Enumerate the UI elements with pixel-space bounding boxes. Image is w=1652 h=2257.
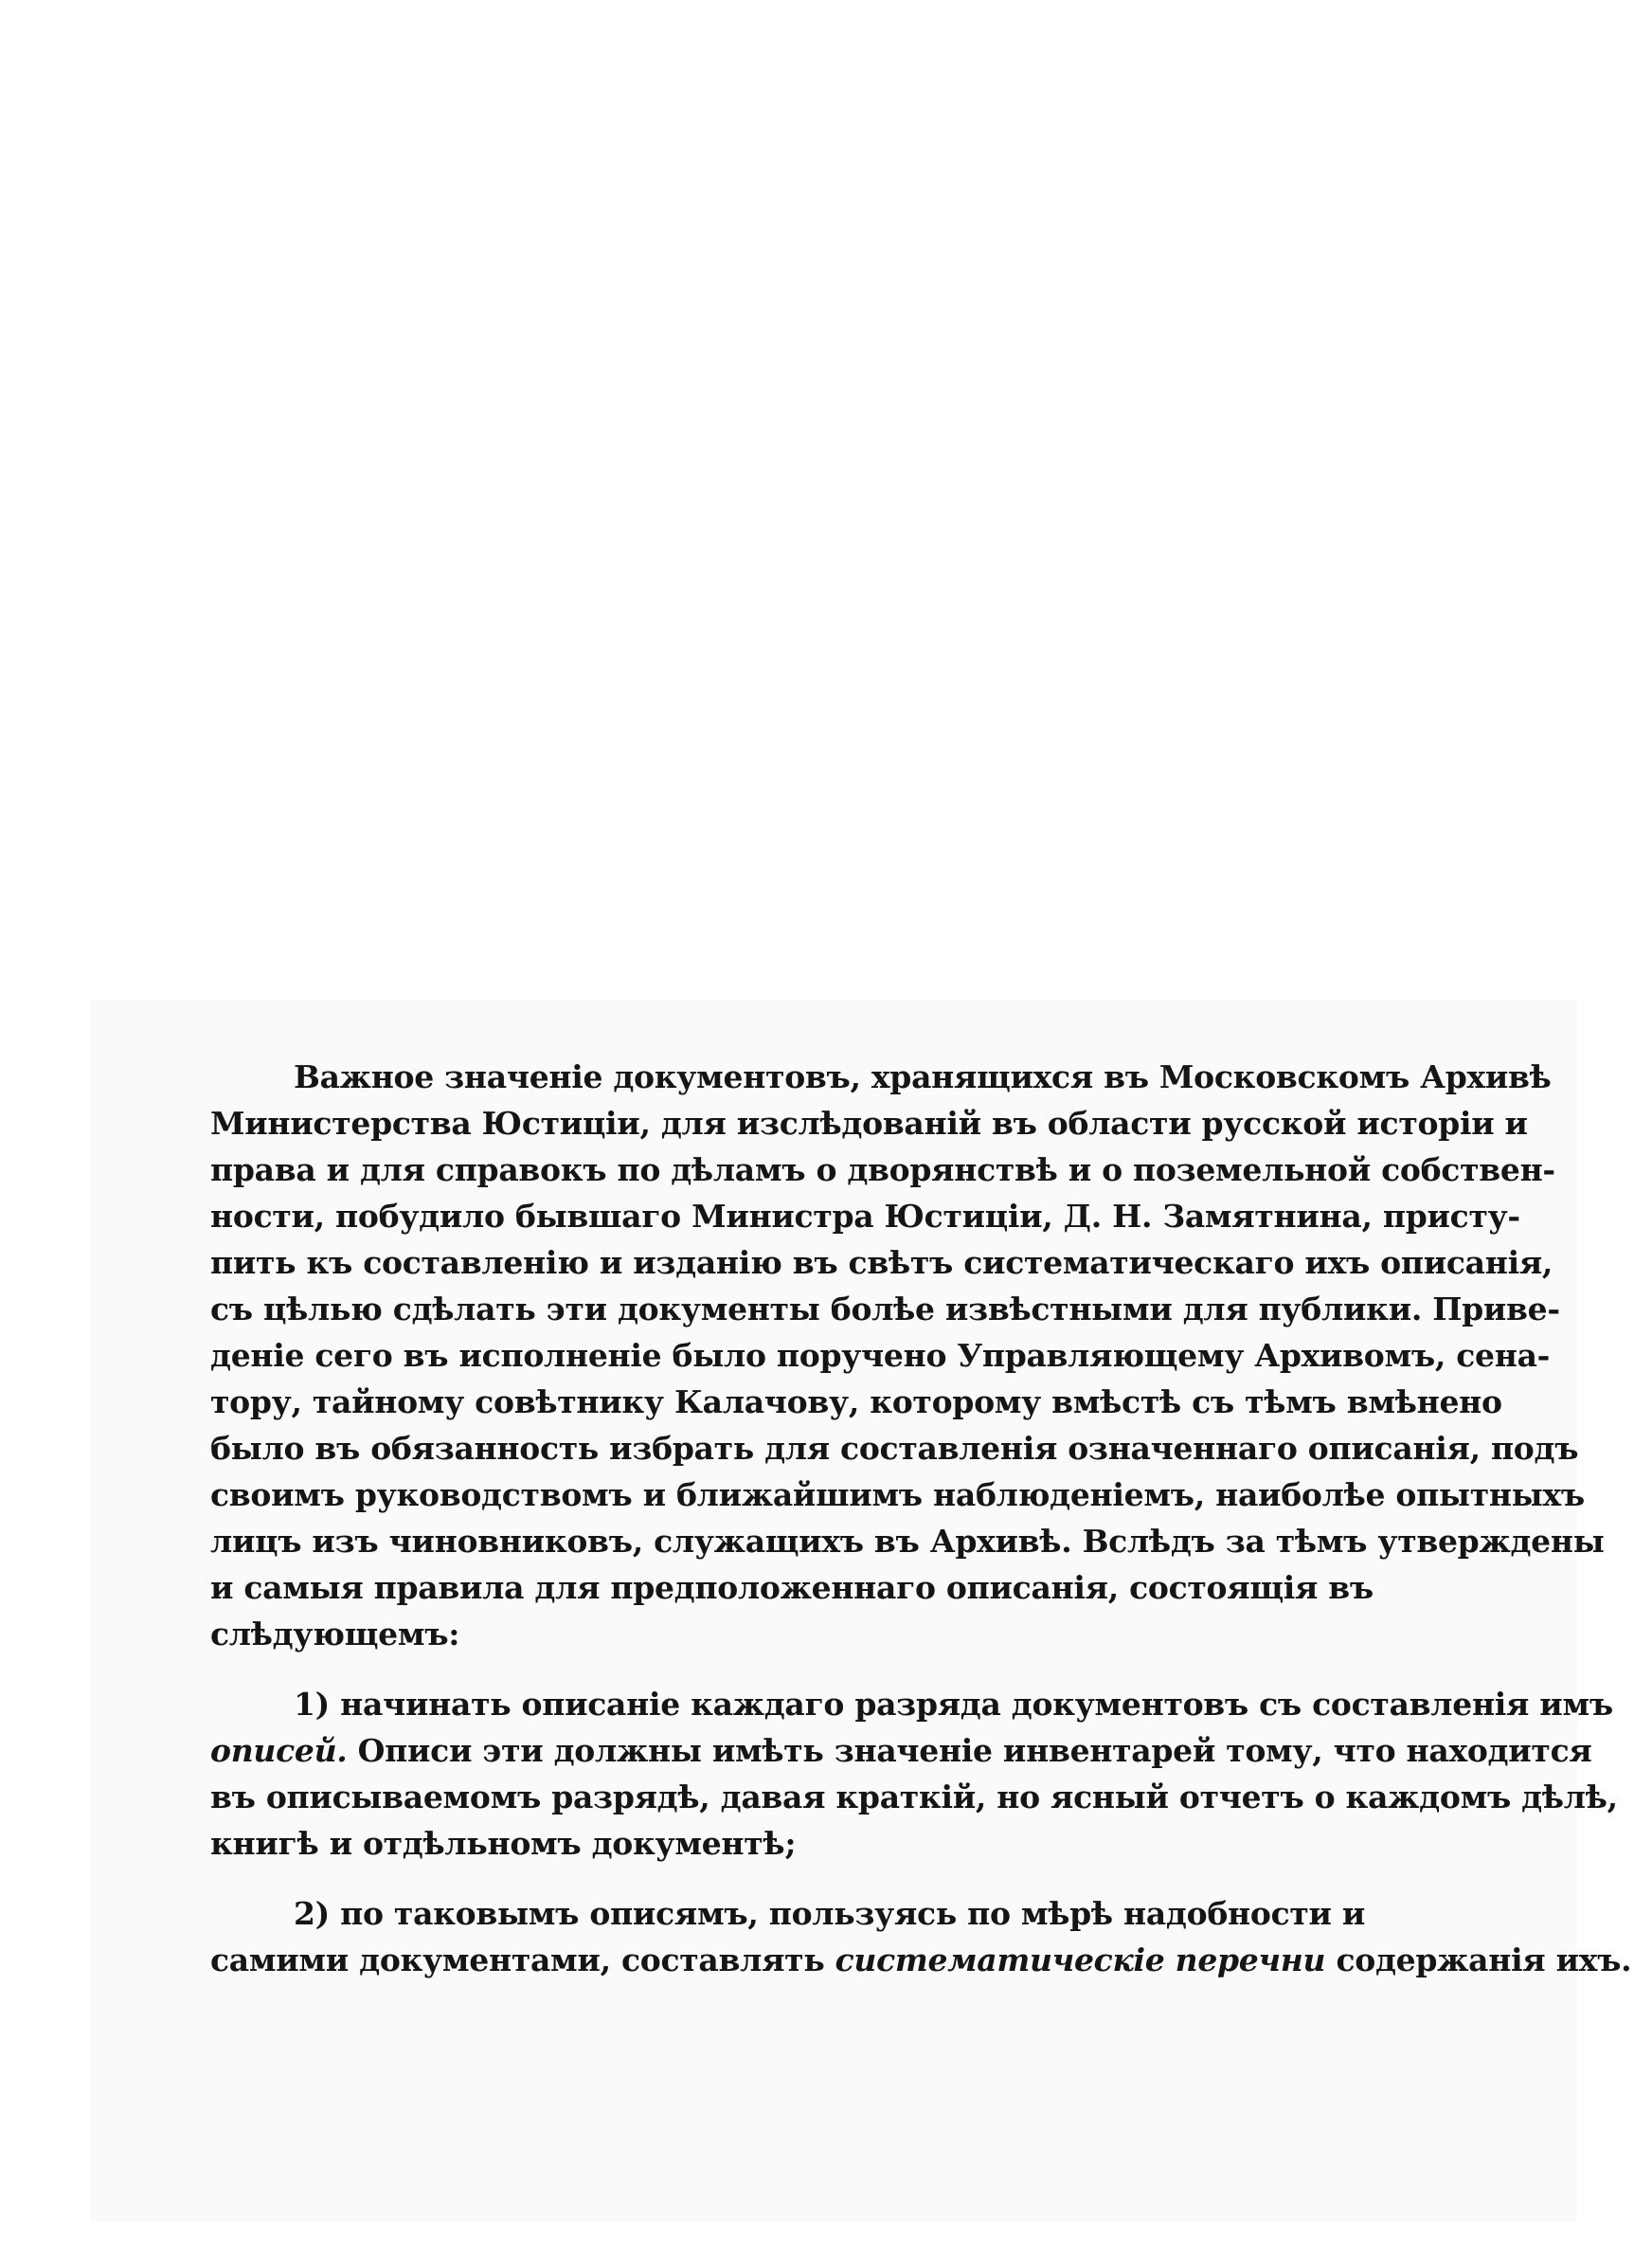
text-span: самими документами, составлять	[210, 1941, 825, 1978]
paragraph-line: лицъ изъ чиновниковъ, служащихъ въ Архивѣ. Вслѣдъ за тѣмъ утверждены	[210, 1523, 1605, 1560]
paragraph-line: и самыя правила для предположеннаго описанiя, состоящiя въ	[210, 1569, 1374, 1606]
text-span: Описи эти должны имѣть значенiе инвентарей тому, что находится	[357, 1732, 1592, 1769]
paragraph-line: Министерства Юстицiи, для изслѣдованiй въ области русской исторiи и	[210, 1105, 1528, 1142]
item-2-line	[210, 1937, 1632, 1983]
paragraph-line: ности, побудило бывшаго Министра Юстицiи, Д. Н. Замятнина, присту-	[210, 1198, 1520, 1235]
document-body	[210, 1054, 1632, 1983]
item-1-line: 1) начинать описанiе каждаго разряда документовъ съ составленiя имъ	[294, 1686, 1613, 1723]
item-2-line: 2) по таковымъ описямъ, пользуясь по мѣрѣ надобности и	[294, 1895, 1366, 1932]
paragraph-line: своимъ руководствомъ и ближайшимъ наблюденiемъ, наиболѣе опытныхъ	[210, 1476, 1585, 1513]
italic-term: систематическiе перечни	[835, 1941, 1326, 1978]
text-span: содержанiя ихъ.	[1336, 1941, 1632, 1978]
paragraph-line	[210, 1054, 1552, 1100]
paragraph-line: съ цѣлью сдѣлать эти документы болѣе извѣстными для публики. Приве-	[210, 1291, 1560, 1327]
paragraph-line: тору, тайному совѣтнику Калачову, которому вмѣстѣ съ тѣмъ вмѣнено	[210, 1383, 1502, 1420]
paragraph-line: пить къ составленiю и изданiю въ свѣтъ систематическаго ихъ описанiя,	[210, 1244, 1553, 1281]
paragraph-line: денiе сего въ исполненiе было поручено Управляющему Архивомъ, сена-	[210, 1337, 1551, 1374]
item-1-line: книгѣ и отдѣльномъ документѣ;	[210, 1825, 797, 1862]
text-line: Важное значенiе документовъ, хранящихся въ Московскомъ Архивѣ	[294, 1058, 1552, 1095]
paragraph-line: было въ обязанность избрать для составленiя означеннаго описанiя, подъ	[210, 1430, 1579, 1467]
item-1-line	[210, 1727, 1592, 1774]
paragraph-line: слѣдующемъ:	[210, 1616, 460, 1652]
italic-term: описей.	[210, 1732, 348, 1769]
paragraph-line: права и для справокъ по дѣламъ о дворянствѣ и о поземельной собствен-	[210, 1151, 1555, 1188]
item-1-line: въ описываемомъ разрядѣ, давая краткiй, но ясный отчетъ о каждомъ дѣлѣ,	[210, 1779, 1618, 1815]
